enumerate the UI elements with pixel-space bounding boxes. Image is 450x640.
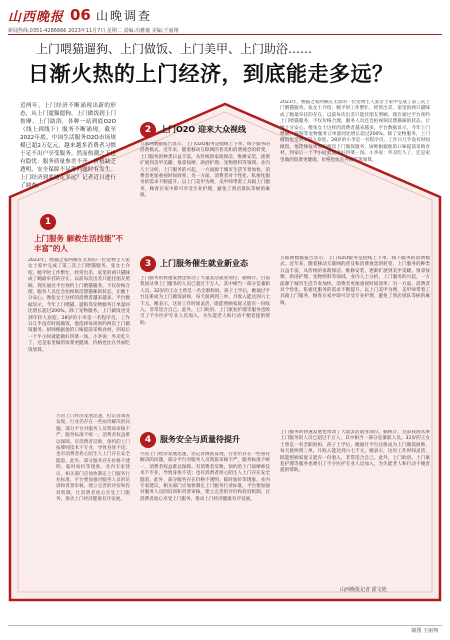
newspaper-logo: 山西晚报: [8, 10, 65, 25]
section-2-heading: 上门O2O 迎来大众视线: [160, 125, 246, 134]
masthead: [8, 6, 442, 26]
section-3-number: 3: [140, 256, 156, 272]
section-4-number: 4: [140, 432, 156, 448]
intro-box: [12, 96, 124, 210]
page-number: 06: [70, 6, 91, 24]
section-1-heading: 上门服务 解救生活技能"不丰富"的人: [34, 234, 124, 253]
section-1-body: 2023年，喂猫之家阿姨在太原的一位宠物主人张女士家中完成了第三次上门喂猫服务。张女士介绍，她平时工作繁忙，经常出差，家里的两只猫咪成了她最牵挂的存在。以前每次出差只能托朋友照顾，现在通过平台预约上门喂猫服务，不仅价格合理，服务人员还会拍视频反馈猫咪的状态，让她十分安心。像张女士这样的消费者越来越多。平台数据显示，今年上门喂猫、遛狗等宠物服务订单量同比增长超过200%。除了宠物服务，上门做饭也受到年轻人欢迎。28岁的小李是一名程序员，工作日几乎没有时间做饭，他选择每周预约两次上门做饭服务，厨师根据他的口味提前采购食材，到家后一个半小时就能做好四菜一汤。小李说：外卖吃久了，还是家里做的饭菜更健康，价格也比在外面吃饭划算。: [28, 258, 130, 353]
section-3-body: 上门服务的快速发展也带动了大量灵活就业岗位。据统计，目前我国从事上门服务的人员已超过千万人，其中相当一部分是兼职人员。32岁的王女士曾是一名全职妈妈，孩子上学后，她通过平台注册成为上门做饭厨师，每天接两到三单，月收入能达到六七千元。她表示，这份工作时间灵活，既能照顾家庭又能有一份收入，非常适合自己。此外，上门助浴、上门康复护理等服务也吸引了不少医护专业人员加入，为失能老人和行动不便者提供帮助。: [140, 276, 270, 326]
section-4-body: 尽管上门经济发展迅速，但记者调查发现，行业仍存在一些亟待解决的问题。部分平台对服务人员资质审核不严，服务标准不统一，消费者权益难以保障。有消费者反映，预约的上门按摩师技术不专业，导致身体不适；也有消费者担心陌生人上门存在安全隐患。此外，部分服务存在价格不透明、临时加价等现象。业内专家建议，相关部门应加快制定上门服务行业标准，平台要加强对服务人员的培训和背景审核，建立完善的评价和投诉机制，让消费者放心享受上门服务，推动上门经济健康有序发展。: [140, 452, 270, 502]
intro-text: 近两年，上门经济不断涌现出新的形态，从上门遛猫遛狗、上门做饭到上门按摩、上门助浴，各种一站到底O2O（线上到线下）服务不断涌现。截至2022年底，中国生活服务O2O市场规模已超2万亿元，越来越多消费者习惯于足不出户享受服务。然而热潮之下也有隐忧：服务质量参差不齐、价格缺乏透明、安全保障不足等问题时有发生。上门经济到底能走多远？记者近日进行了调查。: [20, 103, 116, 189]
right-column-middle: 互联网数据报告显示，上门O2O服务是指线上下单、线下服务的消费模式。近年来，随着移动互联网的普及和消费观念的转变，上门服务的种类日益丰富，从传统的家政保洁、维修安装，逐渐扩展到美甲美睫、推拿按摩、助浴护理、宠物照料等领域。业内人士分析，上门服务的兴起，一方面源于城市生活节奏加快，消费者更加重视时间效率；另一方面，消费者对个性化、私密化服务的需求不断提升。以上门美甲为例，美甲师带着工具箱上门服务，顾客在家中即可享受专业护理，避免了到店排队等候的麻烦。: [280, 256, 430, 306]
section-2-number: 2: [140, 122, 156, 138]
masthead-rule: [8, 34, 442, 35]
article-kicker: 上门喂猫遛狗、上门做饭、上门美甲、上门助浴……: [36, 42, 313, 56]
section-4-heading: 服务安全与质量待提升: [160, 435, 240, 444]
section-3-heading: 上门服务催生就业新业态: [160, 259, 248, 268]
section-1-continued: 尽管上门经济发展迅速，但记者调查发现，行业仍存在一些亟待解决的问题。部分平台对服务人员资质审核不严，服务标准不统一，消费者权益难以保障。有消费者反映，预约的上门按摩师技术不专业，导致身体不适；也有消费者担心陌生人上门存在安全隐患。此外，部分服务存在价格不透明、临时加价等现象。业内专家建议，相关部门应加快制定上门服务行业标准，平台要加强对服务人员的培训和背景审核，建立完善的评价和投诉机制，让消费者放心享受上门服务，推动上门经济健康有序发展。: [56, 414, 130, 503]
right-column-top: 2023年，喂猫之家阿姨在太原的一位宠物主人张女士家中完成了第三次上门喂猫服务。张女士介绍，她平时工作繁忙，经常出差，家里的两只猫咪成了她最牵挂的存在。以前每次出差只能托朋友照顾，现在通过平台预约上门喂猫服务，不仅价格合理，服务人员还会拍视频反馈猫咪的状态，让她十分安心。像张女士这样的消费者越来越多。平台数据显示，今年上门喂猫、遛狗等宠物服务订单量同比增长超过200%。除了宠物服务，上门做饭也受到年轻人欢迎。28岁的小李是一名程序员，工作日几乎没有时间做饭，他选择每周预约两次上门做饭服务，厨师根据他的口味提前采购食材，到家后一个半小时就能做好四菜一汤。小李说：外卖吃久了，还是家里做的饭菜更健康，价格也比在外面吃饭划算。: [280, 100, 430, 163]
section-1-number: 1: [40, 214, 56, 230]
section-2-body: 互联网数据报告显示，上门O2O服务是指线上下单、线下服务的消费模式。近年来，随着移动互联网的普及和消费观念的转变，上门服务的种类日益丰富，从传统的家政保洁、维修安装，逐渐扩展到美甲美睫、推拿按摩、助浴护理、宠物照料等领域。业内人士分析，上门服务的兴起，一方面源于城市生活节奏加快，消费者更加重视时间效率；另一方面，消费者对个性化、私密化服务的需求不断提升。以上门美甲为例，美甲师带着工具箱上门服务，顾客在家中即可享受专业护理，避免了到店排队等候的麻烦。: [140, 142, 270, 199]
masthead-meta: 新闻热线:0351-4286666 2023年11月7日 星期二 责编:冯雅璇 美编:王丽翔: [8, 28, 179, 34]
section-title: 山晚调查: [96, 9, 153, 23]
article-headline: 日渐火热的上门经济，到底能走多远？: [28, 62, 394, 86]
article-byline: 山西晚报记者 霍文艳: [340, 587, 387, 593]
right-column-bottom: 上门服务的快速发展也带动了大量灵活就业岗位。据统计，目前我国从事上门服务的人员已超过千万人，其中相当一部分是兼职人员。32岁的王女士曾是一名全职妈妈，孩子上学后，她通过平台注册成为上门做饭厨师，每天接两到三单，月收入能达到六七千元。她表示，这份工作时间灵活，既能照顾家庭又能有一份收入，非常适合自己。此外，上门助浴、上门康复护理等服务也吸引了不少医护专业人员加入，为失能老人和行动不便者提供帮助。: [280, 430, 430, 474]
footer-rule: [8, 625, 442, 626]
footer-credit: 制图 王丽翔: [411, 628, 438, 634]
